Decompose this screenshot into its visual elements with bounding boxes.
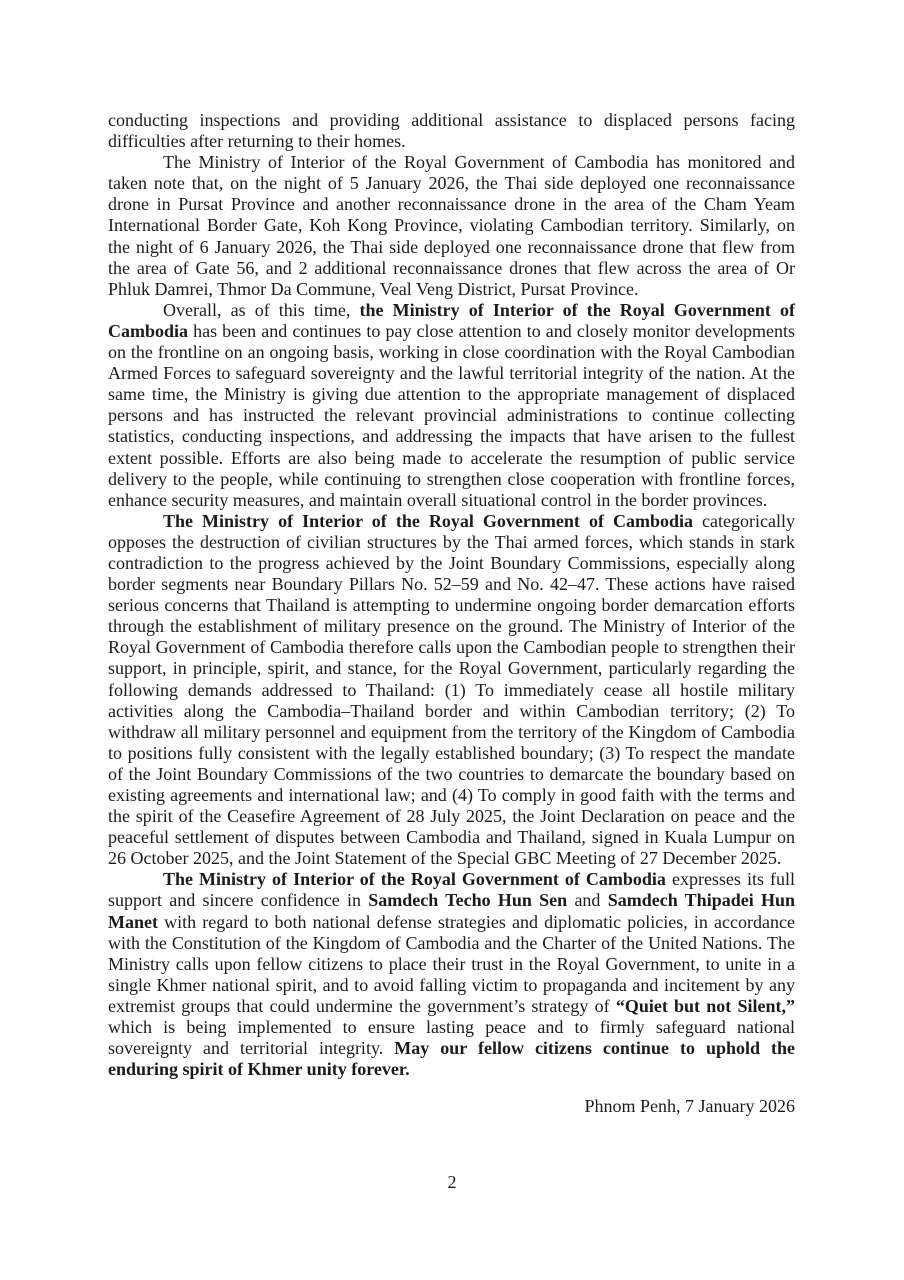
page-number: 2	[447, 1172, 457, 1192]
text-run: The Ministry of Interior of the Royal Government of Cambodia	[163, 510, 693, 531]
dateline: Phnom Penh, 7 January 2026	[584, 1096, 795, 1117]
text-run: “Quiet but not Silent,”	[615, 995, 795, 1016]
text-run: has been and continues to pay close attention to and closely monitor developments on the frontline on an ongoing basis, working in close coordination with the Royal Cambodian Armed Forces to safeguard sovereignty and the lawful territorial integrity of the nation. At the same time, the Ministry is giving due attention to the appropriate management of displaced persons and has instructed the relevant provincial administrations to continue collecting statistics, conducting inspections, and addressing the impacts that have arisen to the fullest extent possible. Efforts are also being made to accelerate the resumption of public service delivery to the people, while continuing to strengthen close cooperation with frontline forces, enhance security measures, and maintain overall situational control in the border provinces.	[108, 320, 795, 510]
text-run: Samdech Techo Hun Sen	[368, 890, 568, 911]
text-run: which is being implemented to ensure lasting peace and to firmly safeguard national sovereignty and territorial integrity.	[108, 1017, 795, 1059]
text-run: expresses its full support and sincere confidence in	[108, 869, 795, 911]
text-run: the Ministry of Interior of the Royal Government of Cambodia	[108, 299, 795, 341]
text-run: May our fellow citizens continue to uphold the enduring spirit of Khmer unity forever.	[108, 1038, 795, 1080]
text-run: conducting inspections and providing additional assistance to displaced persons facing difficulties after returning to their homes.	[108, 110, 795, 152]
text-run: Samdech Thipadei Hun Manet	[108, 890, 795, 932]
paragraph-ministry-monitoring	[108, 300, 795, 511]
text-run: and	[567, 890, 608, 911]
text-run: with regard to both national defense strategies and diplomatic policies, in accordance with the Constitution of the Kingdom of Cambodia and the Charter of the United Nations. The Ministry calls upon fellow citizens to place their trust in the Royal Government, to unite in a single Khmer national spirit, and to avoid falling victim to propaganda and incitement by any extremist groups that could undermine the government’s strategy of	[108, 911, 795, 1016]
paragraph-drone-incidents	[108, 152, 795, 300]
paragraph-continuation	[108, 110, 795, 152]
text-run: Overall, as of this time,	[163, 299, 360, 320]
text-run: The Ministry of Interior of the Royal Government of Cambodia	[163, 869, 666, 890]
document-body	[108, 110, 795, 1117]
paragraph-demands	[108, 511, 795, 870]
paragraph-support-statement	[108, 869, 795, 1080]
text-run: categorically opposes the destruction of civilian structures by the Thai armed forces, which stands in stark contradiction to the progress achieved by the Joint Boundary Commissions, especially along border segments near Boundary Pillars No. 52–59 and No. 42–47. These actions have raised serious concerns that Thailand is attempting to undermine ongoing border demarcation efforts through the establishment of military presence on the ground. The Ministry of Interior of the Royal Government of Cambodia therefore calls upon the Cambodian people to strengthen their support, in principle, spirit, and stance, for the Royal Government, particularly regarding the following demands addressed to Thailand: (1) To immediately cease all hostile military activities along the Cambodia–Thailand border and within Cambodian territory; (2) To withdraw all military personnel and equipment from the territory of the Kingdom of Cambodia to positions fully consistent with the legally established boundary; (3) To respect the mandate of the Joint Boundary Commissions of the two countries to demarcate the boundary based on existing agreements and international law; and (4) To comply in good faith with the terms and the spirit of the Ceasefire Agreement of 28 July 2025, the Joint Declaration on peace and the peaceful settlement of disputes between Cambodia and Thailand, signed in Kuala Lumpur on 26 October 2025, and the Joint Statement of the Special GBC Meeting of 27 December 2025.	[108, 510, 795, 869]
text-run: The Ministry of Interior of the Royal Government of Cambodia has monitored and taken note that, on the night of 5 January 2026, the Thai side deployed one reconnaissance drone in Pursat Province and another reconnaissance drone in the area of the Cham Yeam International Border Gate, Koh Kong Province, violating Cambodian territory. Similarly, on the night of 6 January 2026, the Thai side deployed one reconnaissance drone that flew from the area of Gate 56, and 2 additional reconnaissance drones that flew across the area of Or Phluk Damrei, Thmor Da Commune, Veal Veng District, Pursat Province.	[108, 152, 795, 299]
